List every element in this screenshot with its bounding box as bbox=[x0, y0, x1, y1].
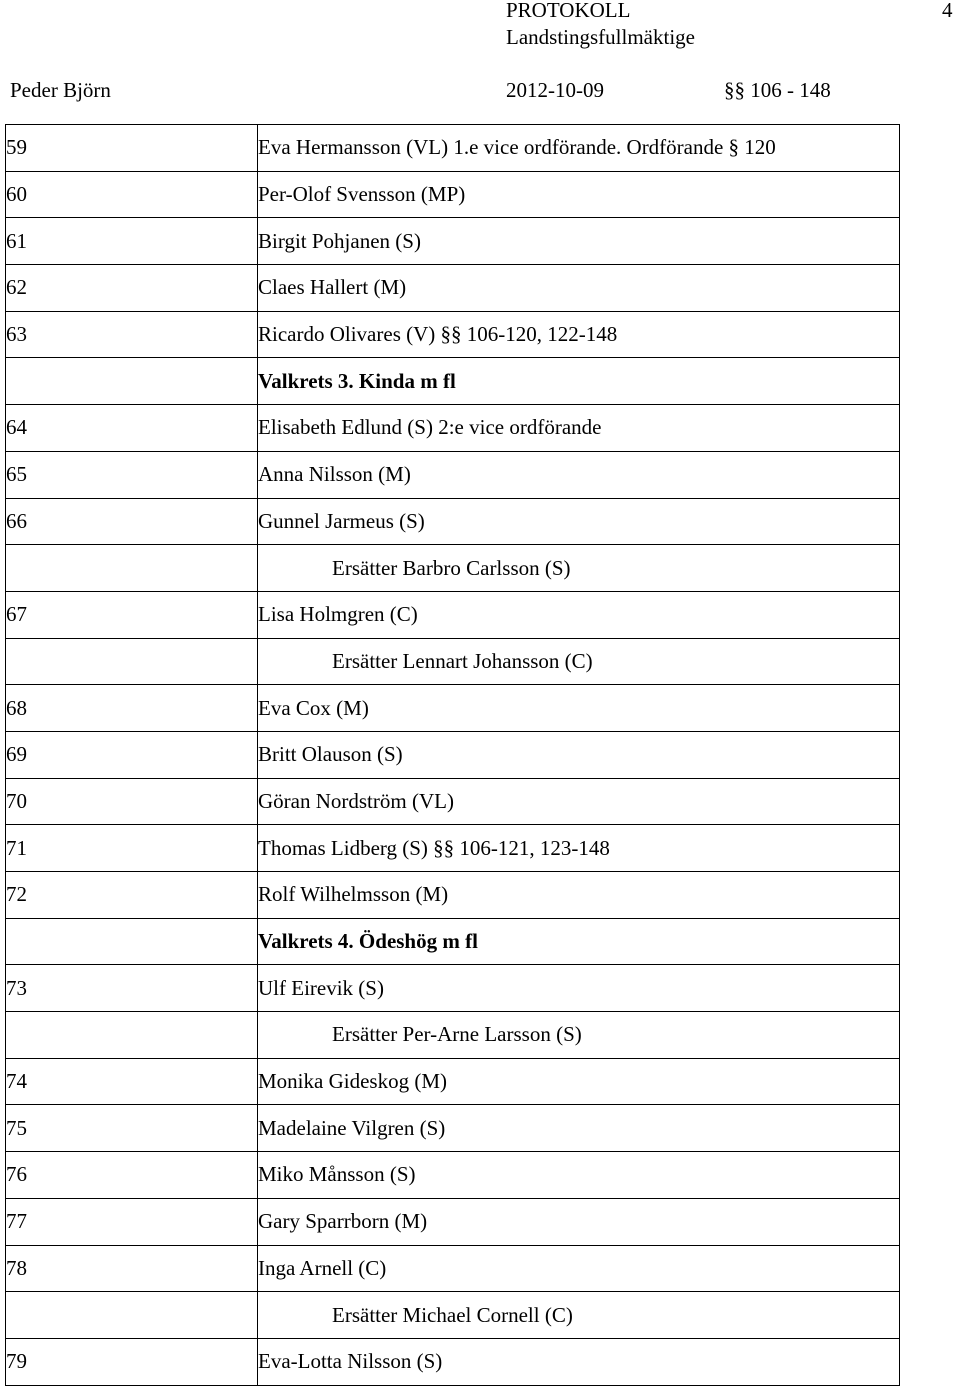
member-row bbox=[6, 1058, 900, 1105]
member-row bbox=[6, 171, 900, 218]
seat-number: 64 bbox=[6, 405, 258, 452]
member-row bbox=[6, 1198, 900, 1245]
substitute-row bbox=[6, 638, 900, 685]
member-row bbox=[6, 685, 900, 732]
member-row bbox=[6, 405, 900, 452]
attendance-table bbox=[5, 124, 900, 1386]
seat-number bbox=[6, 1012, 258, 1059]
member-name: Ulf Eirevik (S) bbox=[258, 965, 900, 1012]
seat-number: 71 bbox=[6, 825, 258, 872]
section-heading-row bbox=[6, 358, 900, 405]
member-row bbox=[6, 731, 900, 778]
member-name: Britt Olauson (S) bbox=[258, 731, 900, 778]
substitute-note: Ersätter Michael Cornell (C) bbox=[258, 1292, 900, 1339]
seat-number: 78 bbox=[6, 1245, 258, 1292]
constituency-heading: Valkrets 4. Ödeshög m fl bbox=[258, 918, 900, 965]
paragraph-range: §§ 106 - 148 bbox=[724, 78, 831, 102]
substitute-note: Ersätter Barbro Carlsson (S) bbox=[258, 545, 900, 592]
seat-number: 73 bbox=[6, 965, 258, 1012]
seat-number: 62 bbox=[6, 265, 258, 312]
seat-number: 65 bbox=[6, 451, 258, 498]
seat-number: 75 bbox=[6, 1105, 258, 1152]
member-name: Thomas Lidberg (S) §§ 106-121, 123-148 bbox=[258, 825, 900, 872]
member-name: Gary Sparrborn (M) bbox=[258, 1198, 900, 1245]
meeting-date: 2012-10-09 bbox=[506, 78, 604, 102]
seat-number bbox=[6, 638, 258, 685]
member-name: Gunnel Jarmeus (S) bbox=[258, 498, 900, 545]
member-row bbox=[6, 1152, 900, 1199]
member-row bbox=[6, 1338, 900, 1385]
member-name: Monika Gideskog (M) bbox=[258, 1058, 900, 1105]
member-name: Göran Nordström (VL) bbox=[258, 778, 900, 825]
member-name: Eva Hermansson (VL) 1.e vice ordförande. Ordförande § 120 bbox=[258, 125, 900, 172]
member-row bbox=[6, 1245, 900, 1292]
seat-number: 77 bbox=[6, 1198, 258, 1245]
seat-number: 69 bbox=[6, 731, 258, 778]
member-name: Eva-Lotta Nilsson (S) bbox=[258, 1338, 900, 1385]
member-name: Birgit Pohjanen (S) bbox=[258, 218, 900, 265]
member-row bbox=[6, 125, 900, 172]
member-row bbox=[6, 872, 900, 919]
member-name: Lisa Holmgren (C) bbox=[258, 591, 900, 638]
member-row bbox=[6, 218, 900, 265]
seat-number bbox=[6, 1292, 258, 1339]
member-name: Claes Hallert (M) bbox=[258, 265, 900, 312]
seat-number: 63 bbox=[6, 311, 258, 358]
member-name: Inga Arnell (C) bbox=[258, 1245, 900, 1292]
seat-number bbox=[6, 545, 258, 592]
member-name: Miko Månsson (S) bbox=[258, 1152, 900, 1199]
seat-number: 67 bbox=[6, 591, 258, 638]
member-row bbox=[6, 265, 900, 312]
substitute-note: Ersätter Lennart Johansson (C) bbox=[258, 638, 900, 685]
seat-number: 66 bbox=[6, 498, 258, 545]
member-name: Ricardo Olivares (V) §§ 106-120, 122-148 bbox=[258, 311, 900, 358]
member-name: Eva Cox (M) bbox=[258, 685, 900, 732]
document-title: PROTOKOLL bbox=[506, 0, 631, 22]
seat-number bbox=[6, 918, 258, 965]
section-heading-row bbox=[6, 918, 900, 965]
person-name: Peder Björn bbox=[10, 78, 111, 102]
attendance-table-body bbox=[6, 125, 900, 1386]
member-row bbox=[6, 965, 900, 1012]
member-row bbox=[6, 498, 900, 545]
member-row bbox=[6, 1105, 900, 1152]
member-row bbox=[6, 311, 900, 358]
seat-number: 76 bbox=[6, 1152, 258, 1199]
member-name: Elisabeth Edlund (S) 2:e vice ordförande bbox=[258, 405, 900, 452]
member-row bbox=[6, 451, 900, 498]
seat-number: 61 bbox=[6, 218, 258, 265]
constituency-heading: Valkrets 3. Kinda m fl bbox=[258, 358, 900, 405]
document-subtitle: Landstingsfullmäktige bbox=[506, 25, 695, 49]
page-number: 4 bbox=[942, 0, 953, 22]
seat-number: 59 bbox=[6, 125, 258, 172]
seat-number: 60 bbox=[6, 171, 258, 218]
member-name: Per-Olof Svensson (MP) bbox=[258, 171, 900, 218]
seat-number: 79 bbox=[6, 1338, 258, 1385]
member-name: Anna Nilsson (M) bbox=[258, 451, 900, 498]
member-row bbox=[6, 825, 900, 872]
seat-number: 70 bbox=[6, 778, 258, 825]
seat-number: 72 bbox=[6, 872, 258, 919]
member-name: Rolf Wilhelmsson (M) bbox=[258, 872, 900, 919]
member-row bbox=[6, 591, 900, 638]
member-name: Madelaine Vilgren (S) bbox=[258, 1105, 900, 1152]
seat-number: 74 bbox=[6, 1058, 258, 1105]
member-row bbox=[6, 778, 900, 825]
substitute-note: Ersätter Per-Arne Larsson (S) bbox=[258, 1012, 900, 1059]
seat-number: 68 bbox=[6, 685, 258, 732]
substitute-row bbox=[6, 1292, 900, 1339]
substitute-row bbox=[6, 1012, 900, 1059]
substitute-row bbox=[6, 545, 900, 592]
seat-number bbox=[6, 358, 258, 405]
